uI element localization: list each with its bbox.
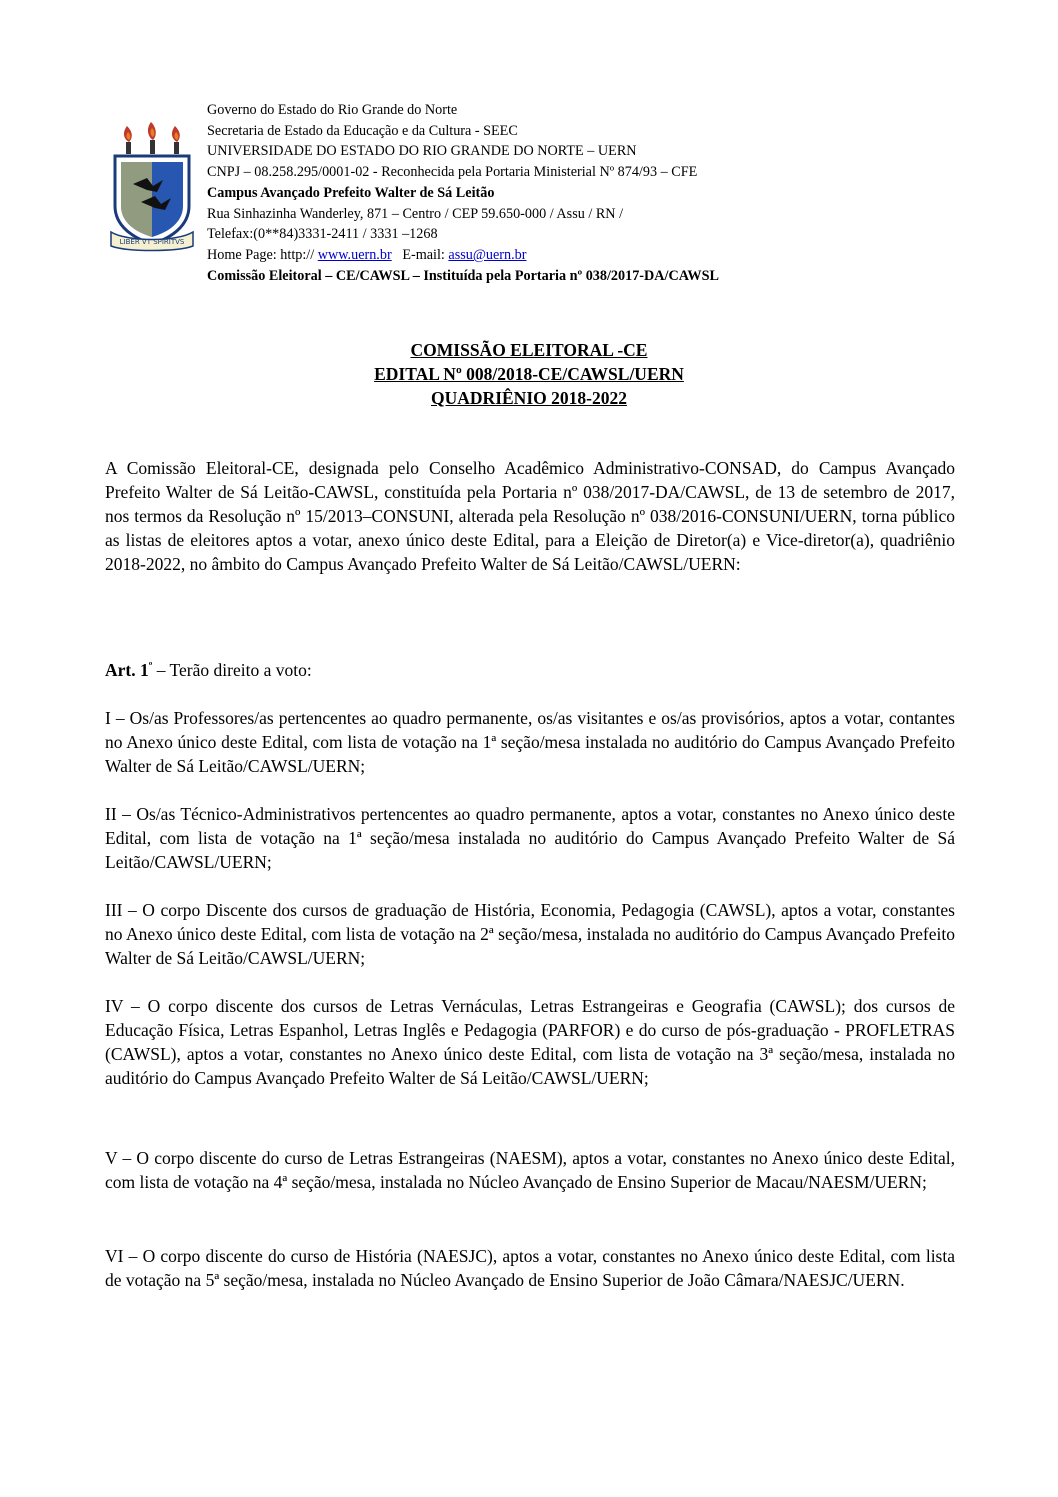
title-quadrienio: QUADRIÊNIO 2018-2022: [431, 388, 627, 408]
email-link[interactable]: assu@uern.br: [448, 246, 527, 263]
header-line-secretariat: Secretaria de Estado da Educação e da Cultura - SEEC: [207, 122, 518, 139]
header-line-telefax: Telefax:(0**84)3331-2411 / 3331 –1268: [207, 226, 438, 243]
item-v: V – O corpo discente do curso de Letras Estrangeiras (NAESM), aptos a votar, constantes no Anexo único deste Edital, com lista de votação na 4ª seção/mesa, instalada no Núcleo Avançado de Ensino Superior de Macau/NAESM/UERN;: [105, 1148, 955, 1192]
header-line-university: UNIVERSIDADE DO ESTADO DO RIO GRANDE DO NORTE – UERN: [207, 143, 637, 160]
header-line-contacts: [207, 245, 719, 266]
header-line-cnpj: CNPJ – 08.258.295/0001-02 - Reconhecida pela Portaria Ministerial Nº 874/93 – CFE: [207, 164, 698, 181]
title-commission: COMISSÃO ELEITORAL -CE: [410, 340, 648, 360]
letterhead: [107, 100, 1007, 290]
item-iii: III – O corpo Discente dos cursos de graduação de História, Economia, Pedagogia (CAWSL), aptos a votar, constantes no Anexo único deste Edital, com lista de votação na 2ª seção/mesa, instalada no auditório do Campus Avançado Prefeito Walter de Sá Leitão/CAWSL/UERN;: [105, 900, 955, 968]
item-ii: II – Os/as Técnico-Administrativos pertencentes ao quadro permanente, aptos a votar, constantes no Anexo único deste Edital, com lista de votação na 1ª seção/mesa instalada no auditório do Campus Avançado Prefeito Walter de Sá Leitão/CAWSL/UERN;: [105, 804, 955, 872]
homepage-label: Home Page: http://: [207, 246, 315, 263]
article-1-heading: [105, 658, 955, 682]
university-crest-logo: [107, 120, 197, 252]
item-iv: IV – O corpo discente dos cursos de Letras Vernáculas, Letras Estrangeiras e Geografia (CAWSL); dos cursos de Educação Física, Letras Espanhol, Letras Inglês e Pedagogia (PARFOR) e do curso de pós-graduação - PROFLETRAS (CAWSL), aptos a votar, constantes no Anexo único deste Edital, com lista de votação na 3ª seção/mesa, instalada no auditório do Campus Avançado Prefeito Walter de Sá Leitão/CAWSL/UERN;: [105, 996, 955, 1088]
letterhead-text: [207, 100, 719, 286]
homepage-link[interactable]: www.uern.br: [317, 246, 392, 263]
article-text: – Terão direito a voto:: [152, 660, 312, 680]
header-line-commission: Comissão Eleitoral – CE/CAWSL – Instituída pela Portaria nº 038/2017-DA/CAWSL: [207, 267, 719, 284]
item-vi: VI – O corpo discente do curso de História (NAESJC), aptos a votar, constantes no Anexo único deste Edital, com lista de votação na 5ª seção/mesa, instalada no Núcleo Avançado de Ensino Superior de João Câmara/NAESJC/UERN.: [105, 1246, 955, 1290]
article-label: Art. $1^º$: [105, 660, 153, 680]
header-line-campus: Campus Avançado Prefeito Walter de Sá Leitão: [207, 184, 495, 201]
item-i: I – Os/as Professores/as pertencentes ao quadro permanente, os/as visitantes e os/as provisórios, aptos a votar, contantes no Anexo único deste Edital, com lista de votação na 1ª seção/mesa instalada no auditório do Campus Avançado Prefeito Walter de Sá Leitão/CAWSL/UERN;: [105, 708, 955, 776]
crest-motto: LIBER VT SPIRITVS: [119, 238, 185, 246]
document-titles: [0, 338, 1058, 410]
email-label: E-mail:: [402, 246, 445, 263]
header-line-address: Rua Sinhazinha Wanderley, 871 – Centro / CEP 59.650-000 / Assu / RN /: [207, 205, 624, 222]
title-edital: EDITAL Nº 008/2018-CE/CAWSL/UERN: [374, 364, 684, 384]
intro-paragraph: A Comissão Eleitoral-CE, designada pelo Conselho Acadêmico Administrativo-CONSAD, do Campus Avançado Prefeito Walter de Sá Leitão-CAWSL, constituída pela Portaria nº 038/2017-DA/CAWSL, de 13 de setembro de 2017, nos termos da Resolução nº 15/2013–CONSUNI, alterada pela Resolução nº 038/2016-CONSUNI/UERN, torna público as listas de eleitores aptos a votar, anexo único deste Edital, para a Eleição de Diretor(a) e Vice-diretor(a), quadriênio 2018-2022, no âmbito do Campus Avançado Prefeito Walter de Sá Leitão/CAWSL/UERN:: [105, 458, 955, 574]
header-line-government: Governo do Estado do Rio Grande do Norte: [207, 102, 458, 118]
